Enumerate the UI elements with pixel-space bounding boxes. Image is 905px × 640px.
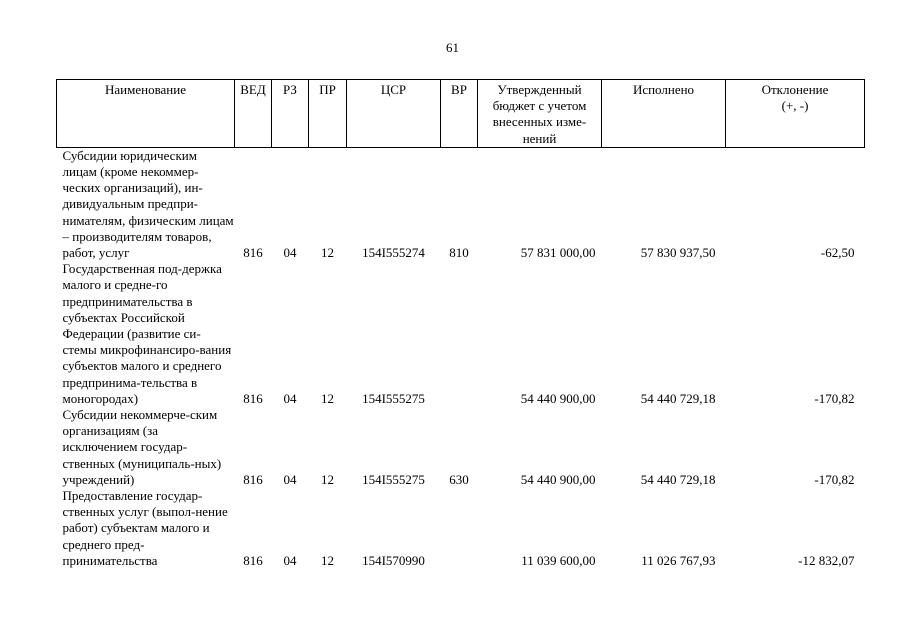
header-deviation: Отклонение (+, -) bbox=[726, 80, 865, 148]
table-header-row bbox=[57, 80, 865, 148]
row-vr bbox=[441, 261, 478, 407]
row-vr bbox=[441, 488, 478, 569]
row-name: Государственная под-держка малого и средне-го предпринимательства в субъектах Российской Федерации (развитие си-стемы микрофинансиро-вания субъектов малого и среднего предпринима-тельства в моногородах) bbox=[62, 261, 232, 406]
header-pr: ПР bbox=[309, 80, 347, 148]
row-vr: 810 bbox=[449, 245, 469, 261]
header-approved: Утвержденный бюджет с учетом внесенных изме-нений bbox=[478, 80, 602, 148]
row-name: Предоставление государ-ственных услуг (выпол-нение работ) субъектам малого и среднего пред-принимательства bbox=[62, 488, 228, 568]
row-pr: 12 bbox=[321, 390, 334, 406]
row-rz: 04 bbox=[283, 471, 297, 487]
page-number: 61 bbox=[446, 40, 459, 55]
row-approved: 54 440 900,00 bbox=[520, 390, 596, 406]
row-csr: 154I555274 bbox=[362, 245, 425, 261]
row-approved: 11 039 600,00 bbox=[521, 552, 596, 568]
row-csr: 154I570990 bbox=[362, 552, 425, 568]
row-executed: 54 440 729,18 bbox=[640, 471, 716, 487]
row-pr: 12 bbox=[321, 245, 334, 261]
header-name: Наименование bbox=[57, 80, 235, 148]
row-rz: 04 bbox=[283, 390, 297, 406]
budget-execution-table bbox=[56, 79, 865, 569]
header-csr: ЦСР bbox=[347, 80, 441, 148]
row-csr: 154I555275 bbox=[362, 390, 425, 406]
row-name: Субсидии юридическим лицам (кроме некоммер-ческих организаций), ин-дивидуальным предпри-нимателям, физическим лицам – производителям товаров, работ, услуг bbox=[62, 147, 234, 261]
row-pr: 12 bbox=[321, 471, 334, 487]
row-deviation: -62,50 bbox=[820, 245, 855, 261]
row-executed: 57 830 937,50 bbox=[640, 245, 716, 261]
header-ved: ВЕД bbox=[235, 80, 272, 148]
row-rz: 04 bbox=[283, 245, 297, 261]
row-ved: 816 bbox=[243, 552, 263, 568]
row-ved: 816 bbox=[243, 471, 263, 487]
row-csr: 154I555275 bbox=[362, 471, 425, 487]
row-rz: 04 bbox=[283, 552, 297, 568]
row-deviation: -12 832,07 bbox=[798, 552, 855, 568]
header-executed: Исполнено bbox=[602, 80, 726, 148]
table-row bbox=[57, 488, 865, 569]
row-approved: 54 440 900,00 bbox=[520, 471, 596, 487]
table-row bbox=[57, 407, 865, 488]
row-ved: 816 bbox=[243, 390, 263, 406]
row-deviation: -170,82 bbox=[814, 471, 855, 487]
row-ved: 816 bbox=[243, 245, 263, 261]
row-name: Субсидии некоммерче-ским организациям (за исключением государ-ственных (муниципаль-ных) учреждений) bbox=[62, 407, 222, 487]
row-vr: 630 bbox=[449, 471, 469, 487]
row-executed: 11 026 767,93 bbox=[641, 552, 716, 568]
header-rz: РЗ bbox=[272, 80, 309, 148]
row-approved: 57 831 000,00 bbox=[520, 245, 596, 261]
row-pr: 12 bbox=[321, 552, 334, 568]
header-vr: ВР bbox=[441, 80, 478, 148]
row-executed: 54 440 729,18 bbox=[640, 390, 716, 406]
table-row bbox=[57, 147, 865, 261]
table-row bbox=[57, 261, 865, 407]
row-deviation: -170,82 bbox=[814, 390, 855, 406]
